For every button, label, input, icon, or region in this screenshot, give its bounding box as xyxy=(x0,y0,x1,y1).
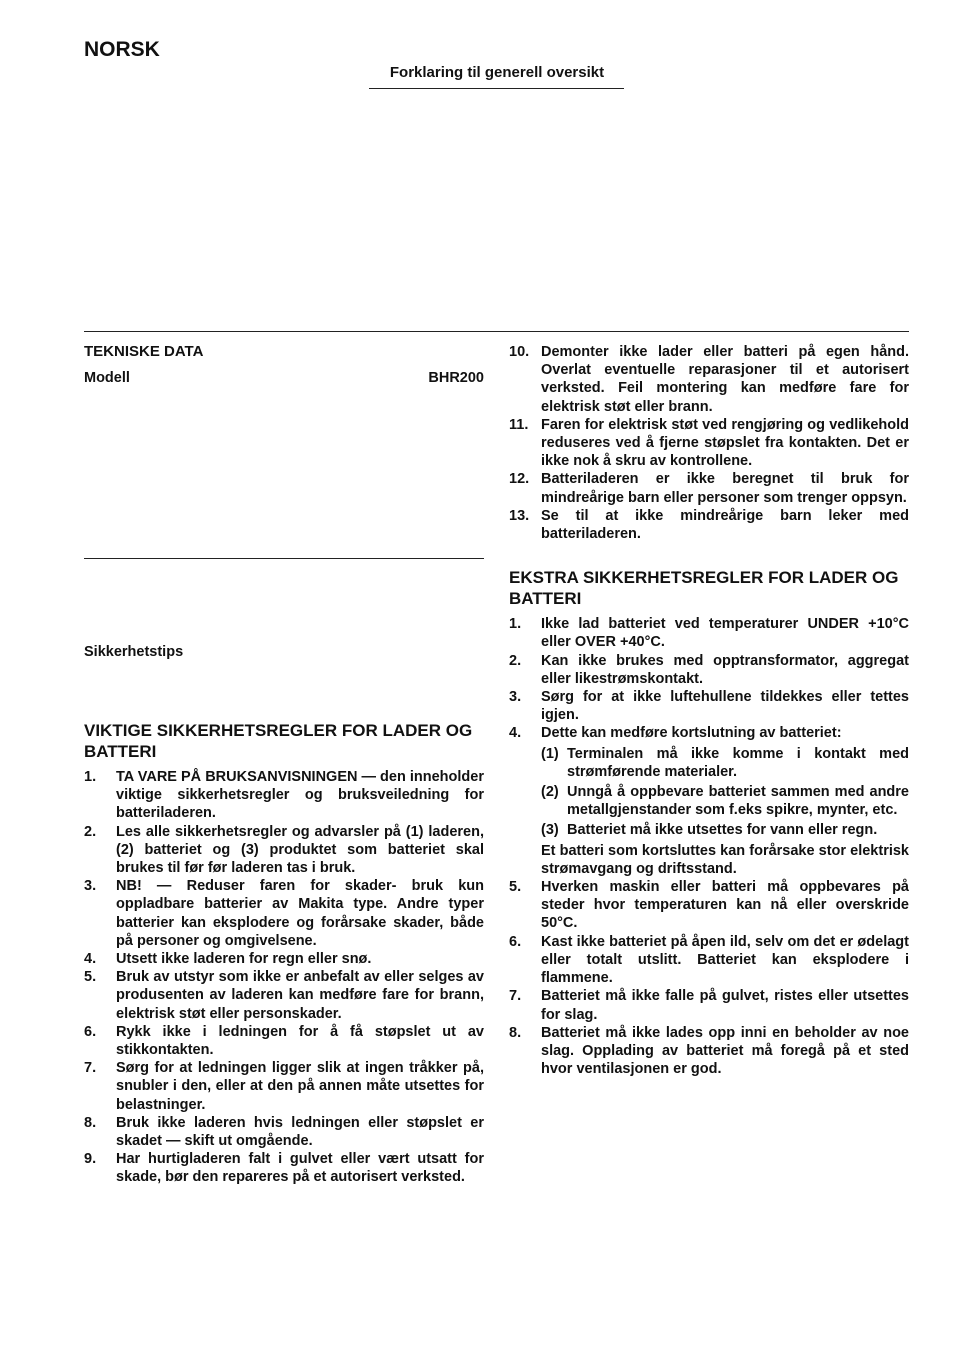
item-text: Batteriet må ikke falle på gulvet, ristes eller utsettes for slag. xyxy=(541,988,909,1023)
sub-item-text: Batteriet må ikke utsettes for vann eller regn. xyxy=(567,822,878,839)
item-text: Sørg for at ledningen ligger slik at ingen tråkker på, snubler i den, eller at den på annen måte utsettes for belastninger. xyxy=(116,1060,484,1113)
list-item xyxy=(84,768,484,823)
item-number: 6. xyxy=(84,1023,97,1040)
item-number: 10. xyxy=(509,344,530,360)
list-item xyxy=(84,1114,484,1150)
item-number: 11. xyxy=(509,416,529,433)
list-item xyxy=(84,823,484,878)
list-item xyxy=(509,470,909,506)
item-text: Bruk av utstyr som ikke er anbefalt av eller selges av produsenten av laderen kan medføre fare for brann, elektrisk støt eller personskader. xyxy=(116,969,484,1022)
safety-tips-title: Sikkerhetstips xyxy=(84,644,184,660)
overview-underline xyxy=(369,88,624,89)
list-item xyxy=(509,987,909,1023)
item-text: Batteriladeren er ikke beregnet til bruk for mindreårige barn eller personer som trenger oppsyn. xyxy=(541,471,909,506)
list-item xyxy=(509,933,909,988)
item-text: Bruk ikke laderen hvis ledningen eller støpslet er skadet — skift ut omgående. xyxy=(116,1114,484,1150)
sub-note: Et batteri som kortsluttes kan forårsake stor elektrisk strømavgang og driftsstand. xyxy=(541,842,909,877)
list-item xyxy=(84,968,484,1023)
sub-item xyxy=(541,783,909,819)
model-row xyxy=(84,370,484,386)
list-item xyxy=(509,688,909,724)
specs-title: TEKNISKE DATA xyxy=(84,343,204,360)
item-text: Demonter ikke lader eller batteri på egen hånd. Overlat eventuelle reparasjoner til et autorisert verksted. Feil montering kan medføre fare for elektrisk støt eller brann. xyxy=(541,344,909,415)
item-text: Kast ikke batteriet på åpen ild, selv om det er ødelagt eller totalt utslitt. Batteriet kan eksplodere i flammene. xyxy=(541,933,909,987)
list-item xyxy=(509,507,909,543)
list-item xyxy=(509,1024,909,1079)
item-number: 8. xyxy=(84,1114,97,1131)
item-number: 2. xyxy=(84,823,97,840)
sub-item-text: Terminalen må ikke komme i kontakt med strømførende materialer. xyxy=(567,745,909,780)
item-text: Ikke lad batteriet ved temperaturer UNDER +10°C eller OVER +40°C. xyxy=(541,616,909,651)
list-item xyxy=(84,877,484,950)
item-number: 3. xyxy=(509,689,522,706)
sub-item-text: Unngå å oppbevare batteriet sammen med andre metallgjenstander som f.eks spikre, mynter, etc. xyxy=(567,784,909,819)
sub-item-number: (2) xyxy=(541,784,559,801)
item-number: 1. xyxy=(84,769,97,785)
item-text: Sørg for at ikke luftehullene tildekkes eller tettes igjen. xyxy=(541,689,909,724)
important-rules-section xyxy=(84,720,484,1187)
item-number: 1. xyxy=(509,616,522,633)
overview-title: Forklaring til generell oversikt xyxy=(389,64,605,81)
item-number: 3. xyxy=(84,878,97,895)
item-text: Dette kan medføre kortslutning av batteriet: xyxy=(541,725,842,742)
item-number: 5. xyxy=(84,969,97,986)
item-body xyxy=(541,724,909,878)
extra-rules-title: EKSTRA SIKKERHETSREGLER FOR LADER OG BATTERI xyxy=(509,568,899,609)
item-number: 5. xyxy=(509,879,522,896)
item-number: 12. xyxy=(509,471,530,488)
item-text: Rykk ikke i ledningen for å få støpslet ut av stikkontakten. xyxy=(116,1023,484,1059)
item-text: Kan ikke brukes med opptransformator, aggregat eller likestrømskontakt. xyxy=(541,652,909,687)
list-item xyxy=(84,1023,484,1059)
language-heading: NORSK xyxy=(84,38,160,61)
list-item xyxy=(509,652,909,688)
list-item xyxy=(84,950,484,968)
item-text: Utsett ikke laderen for regn eller snø. xyxy=(116,951,372,968)
item-text: Hverken maskin eller batteri må oppbevares på steder hvor temperaturen kan nå eller overskride 50°C. xyxy=(541,879,909,932)
list-item xyxy=(509,878,909,933)
list-item xyxy=(509,724,909,878)
model-label: Modell xyxy=(84,370,130,386)
important-rules-title: VIKTIGE SIKKERHETSREGLER FOR LADER OG BATTERI xyxy=(84,721,473,761)
item-number: 6. xyxy=(509,933,522,950)
item-text: Se til at ikke mindreårige barn leker med batteriladeren. xyxy=(541,507,909,543)
item-number: 2. xyxy=(509,652,522,669)
item-number: 13. xyxy=(509,507,530,524)
model-value: BHR200 xyxy=(428,370,484,386)
item-text: Les alle sikkerhetsregler og advarsler på (1) laderen, (2) batteriet og (3) produktet som batteriet skal brukes til før før laderen tas i bruk. xyxy=(116,823,484,877)
item-number: 8. xyxy=(509,1024,522,1041)
item-text: Faren for elektrisk støt ved rengjøring og vedlikehold reduseres ved å fjerne støpslet fra kontakten. Det er ikke nok å skru av kontrollene. xyxy=(541,416,909,470)
list-item xyxy=(84,1150,484,1186)
item-text: Batteriet må ikke lades opp inni en beholder av noe slag. Opplading av batteriet må foregå på et sted hvor ventilasjonen er god. xyxy=(541,1024,909,1078)
item-number: 9. xyxy=(84,1151,97,1168)
item-number: 7. xyxy=(84,1060,97,1077)
item-number: 7. xyxy=(509,988,522,1005)
section-divider xyxy=(84,331,909,332)
section-gap xyxy=(509,543,909,567)
sub-item-number: (3) xyxy=(541,822,559,839)
right-column xyxy=(509,343,909,1078)
item-text: TA VARE PÅ BRUKSANVISNINGEN — den inneholder viktige sikkerhetsregler og bruksveiledning for batteriladeren. xyxy=(116,769,484,822)
specs-divider xyxy=(84,558,484,559)
list-item xyxy=(509,416,909,471)
list-item xyxy=(509,343,909,416)
list-item xyxy=(509,615,909,651)
item-number: 4. xyxy=(84,951,97,968)
sub-item xyxy=(541,745,909,781)
sub-item xyxy=(541,821,909,839)
sub-item-number: (1) xyxy=(541,745,559,762)
item-number: 4. xyxy=(509,725,522,742)
item-text: Har hurtigladeren falt i gulvet eller vært utsatt for skade, bør den repareres på et autorisert verksted. xyxy=(116,1151,484,1186)
list-item xyxy=(84,1059,484,1114)
item-text: NB! — Reduser faren for skader- bruk kun oppladbare batterier av Makita type. Andre typer batterier kan eksplodere og forårsake skader, både på personer og omgivelsene. xyxy=(116,878,484,949)
